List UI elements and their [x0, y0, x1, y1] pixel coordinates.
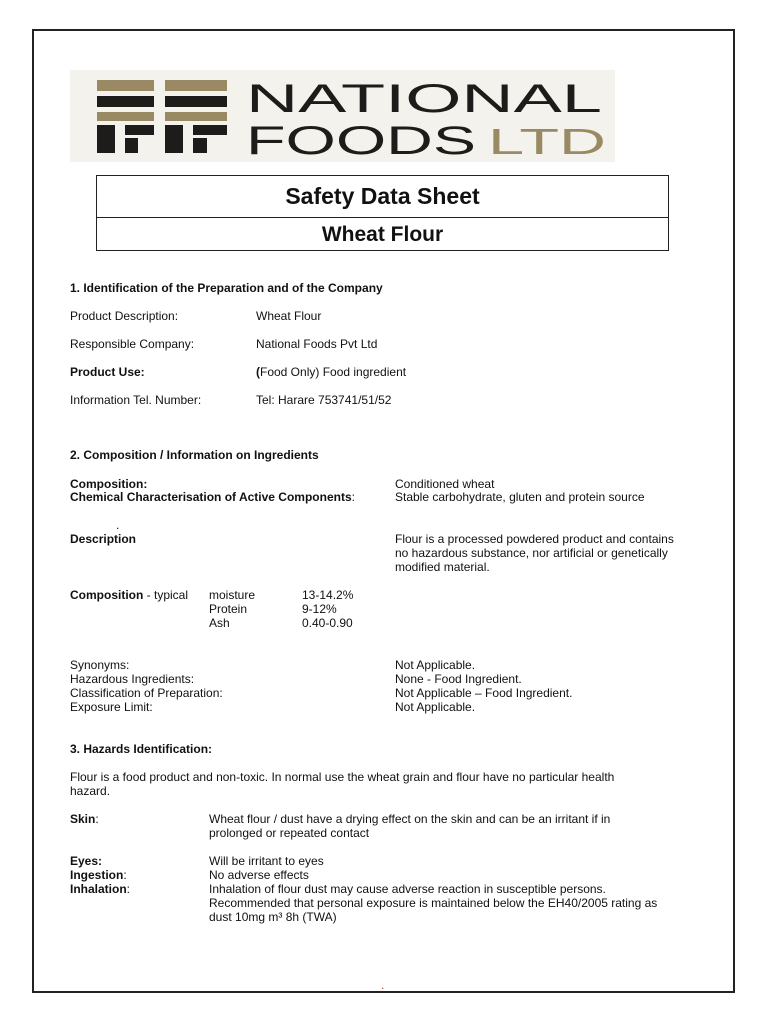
- footer-mark: .: [381, 978, 385, 992]
- logo-text-line1: NATIONAL: [246, 77, 602, 121]
- logo-mark-icon: [97, 80, 227, 153]
- typical-composition-label: [70, 588, 188, 602]
- protein-value: 9-12%: [302, 602, 337, 616]
- product-use-value: [256, 365, 406, 379]
- hazard-intro-line-1: Flour is a food product and non-toxic. In normal use the wheat grain and flour have no particular health: [70, 770, 615, 784]
- page-border: [32, 29, 735, 993]
- exposure-limit-label: Exposure Limit:: [70, 700, 153, 714]
- ash-value: 0.40-0.90: [302, 616, 353, 630]
- section2-heading: 2. Composition / Information on Ingredients: [70, 448, 319, 462]
- section1-heading: 1. Identification of the Preparation and of the Company: [70, 281, 383, 295]
- ash-name: Ash: [209, 616, 230, 630]
- moisture-name: moisture: [209, 588, 256, 602]
- product-description-label: Product Description:: [70, 309, 179, 323]
- product-use-label: Product Use:: [70, 365, 145, 379]
- inhalation-line-1: Inhalation of flour dust may cause adverse reaction in susceptible persons.: [209, 882, 606, 896]
- logo-text-suffix: LTD: [488, 121, 606, 162]
- ingestion-label-text: Ingestion: [70, 868, 124, 882]
- info-tel-label: Information Tel. Number:: [70, 393, 202, 407]
- inhalation-line-3: dust 10mg m³ 8h (TWA): [209, 910, 337, 924]
- synonyms-value: Not Applicable.: [395, 658, 476, 672]
- classification-label: Classification of Preparation:: [70, 686, 223, 700]
- description-line-1: Flour is a processed powdered product and contains: [395, 532, 674, 546]
- section3-heading: 3. Hazards Identification:: [70, 742, 213, 756]
- protein-name: Protein: [209, 602, 248, 616]
- description-line-3: modified material.: [395, 560, 490, 574]
- classification-value: Not Applicable – Food Ingredient.: [395, 686, 573, 700]
- eyes-label: Eyes:: [70, 854, 103, 868]
- responsible-company-label: Responsible Company:: [70, 337, 195, 351]
- composition-label: Composition:: [70, 477, 148, 491]
- info-tel-value: Tel: Harare 753741/51/52: [256, 393, 392, 407]
- responsible-company-value: National Foods Pvt Ltd: [256, 337, 378, 351]
- chem-characterisation-label: Chemical Characterisation of Active Components: [70, 490, 352, 504]
- chem-characterisation-colon: :: [351, 490, 355, 504]
- skin-line-2: prolonged or repeated contact: [209, 826, 370, 840]
- chem-characterisation: [70, 490, 355, 504]
- composition-value: Conditioned wheat: [395, 477, 495, 491]
- hazardous-ingredients-label: Hazardous Ingredients:: [70, 672, 195, 686]
- description-label: Description: [70, 532, 137, 546]
- ingestion-label: [70, 868, 127, 882]
- inhalation-label-text: Inhalation: [70, 882, 127, 896]
- skin-label-colon: :: [95, 812, 99, 826]
- logo-text-line2: FOODS: [246, 119, 476, 162]
- company-logo: [70, 70, 615, 162]
- inhalation-label: [70, 882, 130, 896]
- hazard-intro-line-2: hazard.: [70, 784, 111, 798]
- typical-composition-bold: Composition: [70, 588, 144, 602]
- ingestion-label-colon: :: [123, 868, 127, 882]
- title-box: [96, 175, 669, 251]
- skin-label-text: Skin: [70, 812, 96, 826]
- exposure-limit-value: Not Applicable.: [395, 700, 476, 714]
- ingestion-value: No adverse effects: [209, 868, 309, 882]
- document-title: Safety Data Sheet: [97, 176, 668, 218]
- skin-label: [70, 812, 99, 826]
- hazardous-ingredients-value: None - Food Ingredient.: [395, 672, 522, 686]
- product-use-paren: (: [256, 365, 260, 379]
- description-line-2: no hazardous substance, nor artificial or genetically: [395, 546, 668, 560]
- moisture-value: 13-14.2%: [302, 588, 354, 602]
- inhalation-line-2: Recommended that personal exposure is maintained below the EH40/2005 rating as: [209, 896, 658, 910]
- product-title: Wheat Flour: [321, 222, 444, 246]
- eyes-value: Will be irritant to eyes: [209, 854, 324, 868]
- product-use-text: Food Only) Food ingredient: [260, 365, 407, 379]
- chem-characterisation-value: Stable carbohydrate, gluten and protein source: [395, 490, 645, 504]
- inhalation-label-colon: :: [126, 882, 131, 896]
- skin-line-1: Wheat flour / dust have a drying effect on the skin and can be an irritant if in: [209, 812, 611, 826]
- product-description-value: Wheat Flour: [256, 309, 322, 323]
- stray-dot: .: [116, 518, 120, 532]
- typical-composition-rest: - typical: [143, 588, 189, 602]
- synonyms-label: Synonyms:: [70, 658, 130, 672]
